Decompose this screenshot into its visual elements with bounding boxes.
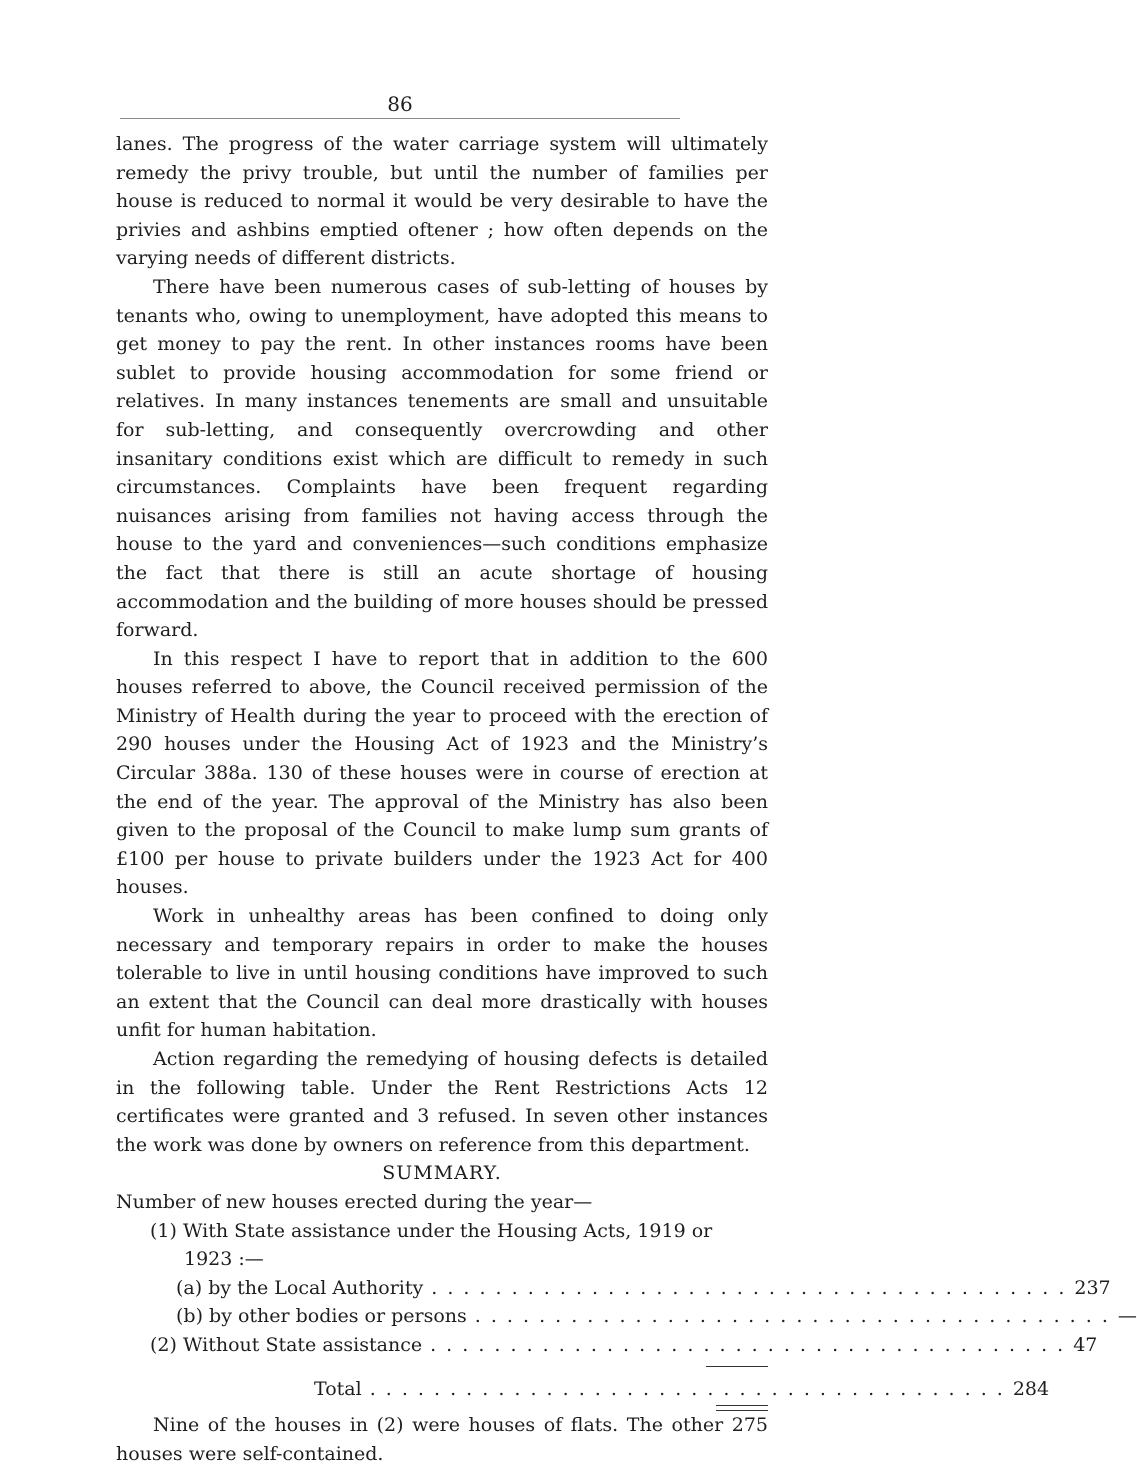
- summary-item-1a-label: (a) by the Local Authority: [176, 1276, 424, 1299]
- paragraph-3: In this respect I have to report that in addition to the 600 houses referred to above, the Council received permission of the Ministry of Health during the year to proceed with the erection of 290 houses under the Housing Act of 1923 and the Ministry’s Circular 388a. 130 of these houses were in course of erection at the end of the year. The approval of the Ministry has also been given to the proposal of the Council to make lump sum grants of £100 per house to private builders under the 1923 Act for 400 houses.: [116, 647, 768, 899]
- header-rule: [120, 118, 680, 119]
- leader-dots: . . . . . . . . . . . . . . . . . . . . . . . . . . . . . . . . . . . . . . . .: [431, 1276, 1067, 1299]
- summary-total: [116, 1375, 1050, 1404]
- summary-item-1b-value: —: [1117, 1305, 1137, 1328]
- leader-dots: . . . . . . . . . . . . . . . . . . . . . . . . . . . . . . . . . . . . . . . .: [474, 1305, 1110, 1328]
- summary-intro: Number of new houses erected during the year—: [116, 1190, 593, 1213]
- summary-item-1: (1) With State assistance under the Housing Acts, 1919 or: [150, 1219, 713, 1242]
- paragraph-1: lanes. The progress of the water carriage system will ultimately remedy the privy trouble, but until the number of families per house is reduced to normal it would be very desirable to have the privies and ashbins emptied oftener ; how often depends on the varying needs of different districts.: [116, 133, 768, 270]
- summary-list: [116, 1217, 1137, 1412]
- total-rule: [706, 1366, 768, 1367]
- paragraph-2: There have been numerous cases of sub-letting of houses by tenants who, owing to unemployment, have adopted this means to get money to pay the rent. In other instances rooms have been sublet to provide housing accommodation for some friend or relatives. In many instances tenements are small and unsuitable for sub-letting, and consequently overcrowding and other insanitary conditions exist which are difficult to remedy in such circumstances. Complaints have been frequent regarding nuisances arising from families not having access through the house to the yard and conveniences—such conditions emphasize the fact that there is still an acute shortage of housing accommodation and the building of more houses should be pressed forward.: [116, 275, 768, 642]
- page-number: 86: [387, 92, 413, 116]
- summary-total-label: Total: [314, 1377, 362, 1400]
- summary-item-1a: [116, 1274, 1111, 1303]
- summary-item-1b-label: (b) by other bodies or persons: [176, 1305, 467, 1328]
- body-text: [116, 130, 1137, 1468]
- leader-dots: . . . . . . . . . . . . . . . . . . . . . . . . . . . . . . . . . . . . . . . .: [430, 1333, 1066, 1356]
- summary-total-value: 284: [1012, 1377, 1050, 1400]
- summary-item-1-continuation: 1923 :—: [184, 1248, 264, 1271]
- summary-item-2-label: (2) Without State assistance: [150, 1333, 423, 1356]
- summary-item-2: [116, 1331, 1098, 1360]
- leader-dots: . . . . . . . . . . . . . . . . . . . . . . . . . . . . . . . . . . . . . . . .: [369, 1377, 1005, 1400]
- summary-closing: Nine of the houses in (2) were houses of flats. The other 275 houses were self-contained.: [116, 1414, 768, 1465]
- paragraph-4: Work in unhealthy areas has been confined to doing only necessary and temporary repairs in order to make the houses tolerable to live in until housing conditions have improved to such an extent that the Council can deal more drastically with houses unfit for human habitation.: [116, 905, 768, 1042]
- summary-item-1b: [116, 1302, 1137, 1331]
- summary-item-2-value: 47: [1073, 1333, 1098, 1356]
- summary-item-1a-value: 237: [1074, 1276, 1111, 1299]
- summary-title: SUMMARY.: [382, 1162, 502, 1185]
- paragraph-5: Action regarding the remedying of housing defects is detailed in the following table. Under the Rent Restrictions Acts 12 certificates were granted and 3 refused. In seven other instances the work was done by owners on reference from this department.: [116, 1048, 768, 1156]
